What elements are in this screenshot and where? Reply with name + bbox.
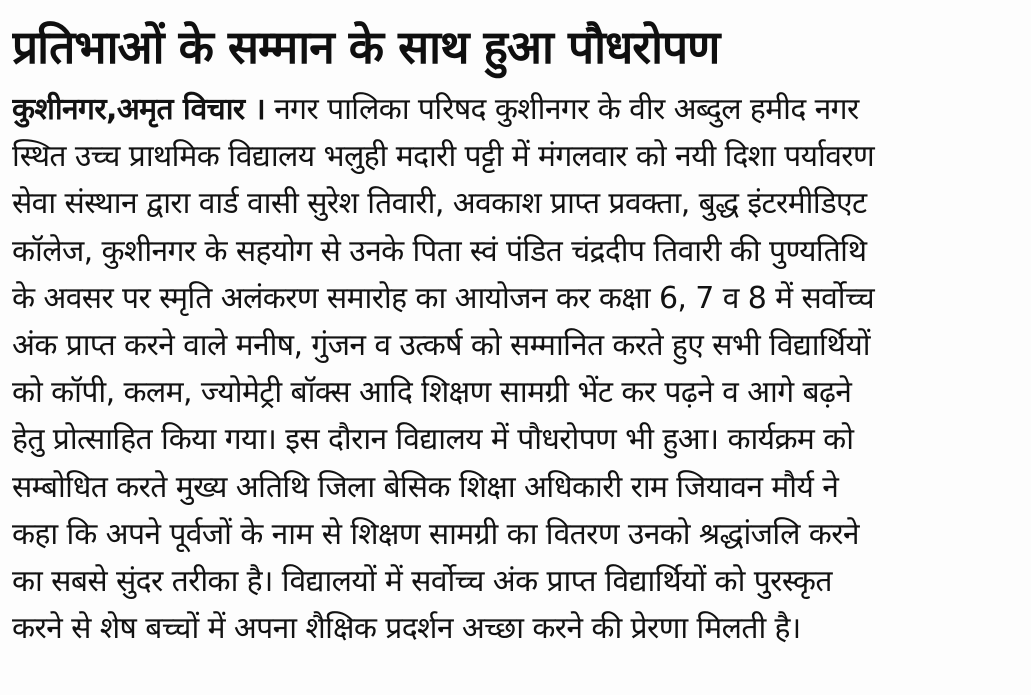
article-line: अंक प्राप्त करने वाले मनीष, गुंजन व उत्कर्ष को सम्मानित करते हुए सभी विद्यार्थियों — [12, 327, 870, 363]
article-dateline: कुशीनगर,अमृत विचार । — [12, 92, 266, 127]
article-line: कहा कि अपने पूर्वजों के नाम से शिक्षण सामग्री का वितरण उनको श्रद्धांजलि करने — [12, 516, 859, 552]
article-line: का सबसे सुंदर तरीका है। विद्यालयों में सर्वोच्च अंक प्राप्त विद्यार्थियों को पुरस्कृत — [12, 563, 832, 599]
article-line: स्थित उच्च प्राथमिक विद्यालय भलुही मदारी पट्टी में मंगलवार को नयी दिशा पर्यावरण — [12, 139, 875, 175]
article-line — [12, 86, 1011, 133]
article-line: करने से शेष बच्चों में अपना शैक्षिक प्रदर्शन अच्छा करने की प्रेरणा मिलती है। — [12, 611, 801, 647]
article-line: सम्बोधित करते मुख्य अतिथि जिला बेसिक शिक्षा अधिकारी राम जियावन मौर्य ने — [12, 469, 839, 505]
article-line: के अवसर पर स्मृति अलंकरण समारोह का आयोजन कर कक्षा 6, 7 व 8 में सर्वोच्च — [12, 280, 875, 316]
article-line: सेवा संस्थान द्वारा वार्ड वासी सुरेश तिवारी, अवकाश प्राप्त प्रवक्ता, बुद्ध इंटरमीडिएट — [12, 186, 867, 222]
article-line: कॉलेज, कुशीनगर के सहयोग से उनके पिता स्वं पंडित चंद्रदीप तिवारी की पुण्यतिथि — [12, 233, 867, 269]
article-line-text: नगर पालिका परिषद कुशीनगर के वीर अब्दुल हमीद नगर — [265, 92, 859, 127]
article-line: को कॉपी, कलम, ज्योमेट्री बॉक्स आदि शिक्षण सामग्री भेंट कर पढ़ने व आगे बढ़ने — [12, 375, 852, 411]
article-line: हेतु प्रोत्साहित किया गया। इस दौरान विद्यालय में पौधरोपण भी हुआ। कार्यक्रम को — [12, 422, 854, 458]
article-body — [12, 86, 1011, 652]
article-headline: प्रतिभाओं के सम्मान के साथ हुआ पौधरोपण — [12, 20, 720, 74]
